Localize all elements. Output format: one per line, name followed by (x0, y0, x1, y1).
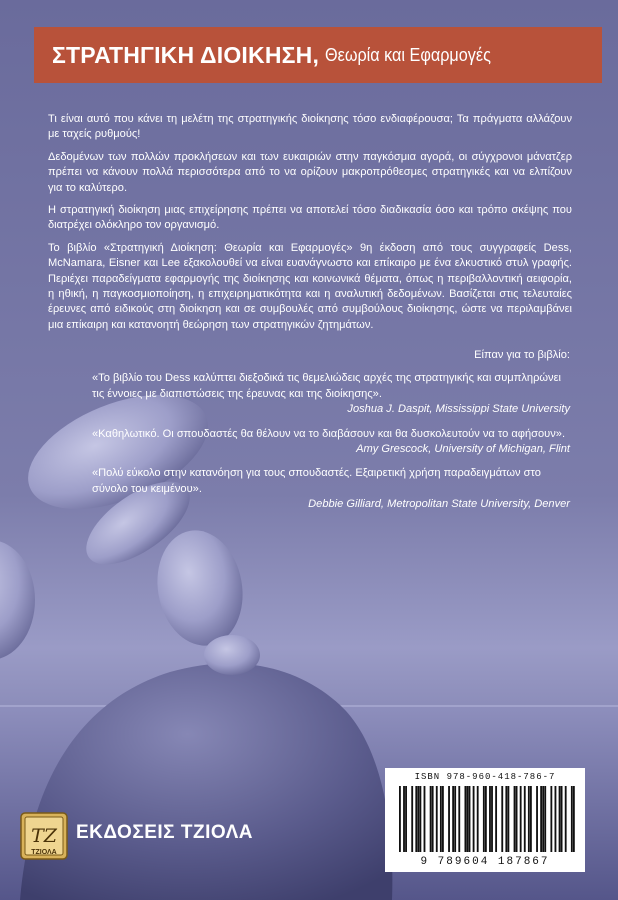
book-subtitle: Θεωρία και Εφαρμογές (325, 44, 491, 65)
logo-text: ΤΖΙΟΛΑ (31, 849, 57, 856)
publisher-name: ΕΚΔΟΣΕΙΣ ΤΖΙΟΛΑ (76, 822, 254, 843)
review-author-3: Debbie Gilliard, Metropolitan State University, Denver (308, 498, 570, 511)
reviews-section (92, 348, 570, 522)
book-title: ΣΤΡΑΤΗΓΙΚΗ ΔΙΟΙΚΗΣΗ, (52, 41, 320, 68)
isbn-label: ISBN 978-960-418-786-7 (414, 772, 556, 782)
review-quote-3: «Πολύ εύκολο στην κατανόηση για τους σπουδαστές. Εξαιρετική χρήση παραδειγμάτων στο σύνολο του κειμένου». (92, 467, 541, 495)
publisher-logo (20, 812, 68, 860)
description-paragraph-2: Δεδομένων των πολλών προκλήσεων και των ευκαιριών στην παγκόσμια αγορά, οι σύγχρονοι μάνατζερ πρέπει να κάνουν πολλά περισσότερα από το να ορίζουν μακροπρόθεσμες στρατηγικές και να ελπίζουν για το καλύτερο. (48, 150, 572, 194)
review-quote-1: «Το βιβλίο του Dess καλύπτει διεξοδικά τις θεμελιώδεις αρχές της στρατηγικής και συμπληρώνει τις έννοιες με διαπιστώσεις της έρευνας και της διοίκησης». (92, 372, 562, 400)
review-quote-2: «Καθηλωτικό. Οι σπουδαστές θα θέλουν να το διαβάσουν και θα δυσκολευτούν να το αφήσουν». (92, 427, 566, 440)
title-band (34, 27, 602, 83)
barcode-digits: 9 789604 187867 (420, 856, 550, 868)
reviews-intro: Είπαν για το βιβλίο: (474, 349, 570, 361)
review-author-2: Amy Grescock, University of Michigan, Flint (356, 443, 570, 456)
barcode (385, 768, 585, 872)
description-paragraph-1: Τι είναι αυτό που κάνει τη μελέτη της στρατηγικής διοίκησης τόσο ενδιαφέρουσα; Τα πράγματα αλλάζουν με ταχείς ρυθμούς! (48, 113, 572, 141)
barcode-bars (399, 786, 575, 852)
description-paragraph-3: Η στρατηγική διοίκηση μιας επιχείρησης πρέπει να αποτελεί τόσο διαδικασία όσο και τρόπο σκέψης που διατρέχει ολόκληρο τον οργανισμό. (48, 204, 572, 232)
description (48, 112, 572, 340)
svg-text:ΤΖ: ΤΖ (31, 825, 57, 847)
description-paragraph-4: Το βιβλίο «Στρατηγική Διοίκηση: Θεωρία και Εφαρμογές» 9η έκδοση από τους συγγραφείς Dess, McNamara, Eisner και Lee εξακολουθεί να είναι ευανάγνωστο και επίκαιρο με ένα ελκυστικό στυλ γραφής. Περιέχει παραδείγματα εφαρμογής της διοίκησης και κοινωνικά θέματα, όπως η περιβαλλοντική αειφορία, η ηθική, η παγκοσμιοποίηση, η επιχειρηματικότητα και η αναλυτική δεδομένων. Βασίζεται στις τελευταίες έρευνες από ειδικούς στη διοίκηση και σε συμβουλές από συμβούλους διοίκησης, ώστε να περιλαμβάνει μια επίκαιρη και κατανοητή θεώρηση των στρατηγικών ζητημάτων. (48, 241, 572, 331)
review-author-1: Joshua J. Daspit, Mississippi State University (347, 403, 570, 416)
